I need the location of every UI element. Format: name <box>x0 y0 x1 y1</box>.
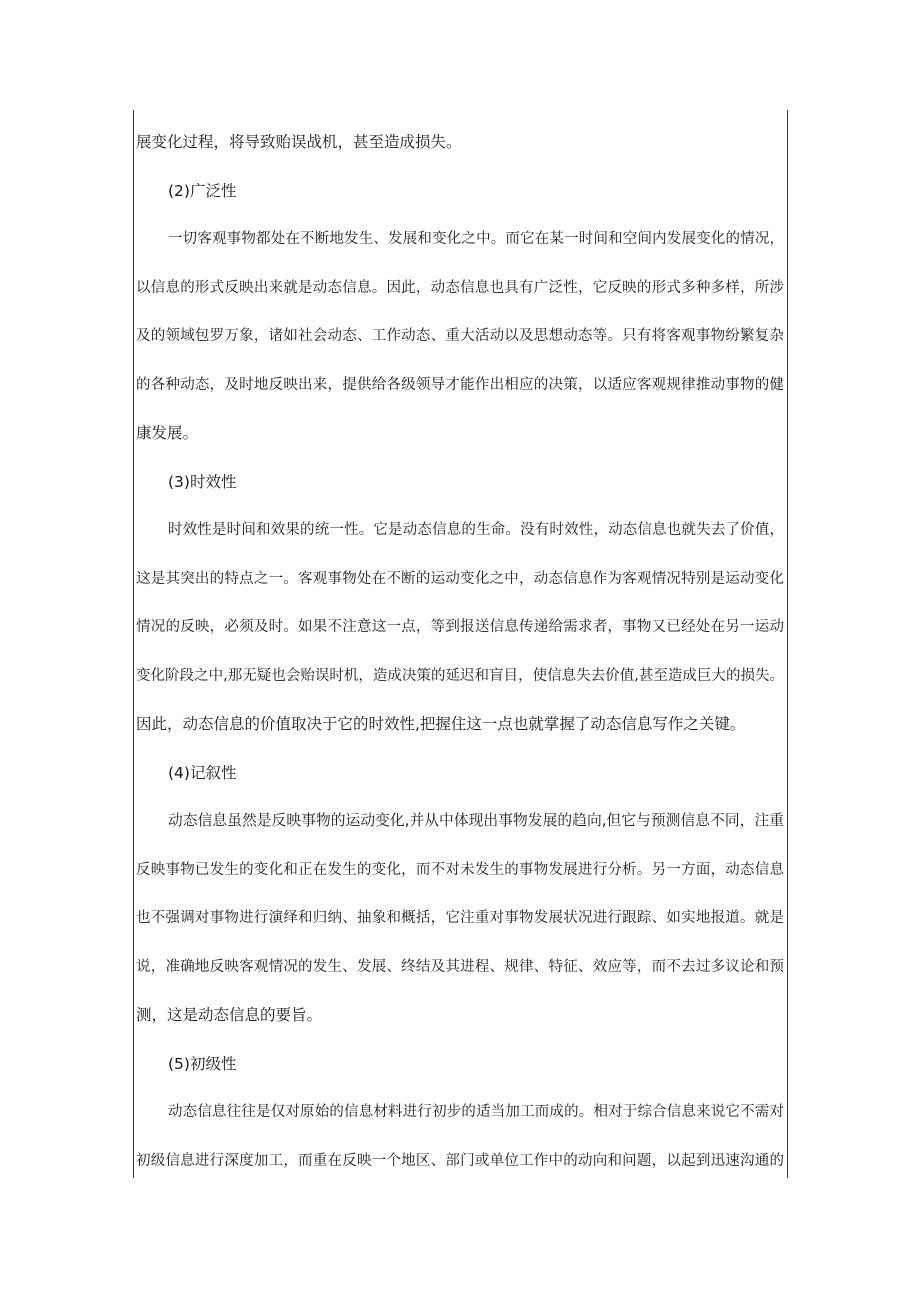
section-heading-timeliness: (3)时效性 <box>168 472 237 491</box>
text-line: 动态信息虽然是反映事物的运动变化,并从中体现出事物发展的趋向,但它与预测信息不同，注重 <box>168 812 784 829</box>
text-line: 时效性是时间和效果的统一性。它是动态信息的生命。没有时效性，动态信息也就失去了价值， <box>168 522 784 538</box>
text-line: 情况的反映，必须及时。如果不注意这一点，等到报送信息传递给需求者，事物又已经处在另一运动 <box>136 619 784 635</box>
section-heading-narrative: (4)记叙性 <box>168 763 237 782</box>
text-line: 及的领域包罗万象，诸如社会动态、工作动态、重大活动以及思想动态等。只有将客观事物纷繁复杂 <box>136 328 784 344</box>
right-border-line <box>787 110 788 1178</box>
text-line: 因此，动态信息的价值取决于它的时效性,把握住这一点也就掌握了动态信息写作之关键。 <box>136 715 746 733</box>
left-border-line <box>133 110 134 1178</box>
text-line: 的各种动态，及时地反映出来，提供给各级领导才能作出相应的决策，以适应客观规律推动事物的健 <box>136 376 784 393</box>
text-line: 初级信息进行深度加工，而重在反映一个地区、部门或单位工作中的动向和问题，以起到迅速沟通的 <box>136 1152 784 1169</box>
document-body <box>136 124 784 1179</box>
text-line: 测，这是动态信息的要旨。 <box>136 1006 323 1024</box>
text-line: 一切客观事物都处在不断地发生、发展和变化之中。而它在某一时间和空间内发展变化的情况， <box>168 231 784 247</box>
text-line: 这是其突出的特点之一。客观事物处在不断的运动变化之中，动态信息作为客观情况特别是运动变化 <box>136 570 784 587</box>
text-line: 反映事物已发生的变化和正在发生的变化，而不对未发生的事物发展进行分析。另一方面，动态信息 <box>136 861 784 878</box>
text-line: 动态信息往往是仅对原始的信息材料进行初步的适当加工而成的。相对于综合信息来说它不需对 <box>168 1104 784 1120</box>
text-line: 说，准确地反映客观情况的发生、发展、终结及其进程、规律、特征、效应等，而不去过多议论和预 <box>136 958 784 975</box>
text-line: 康发展。 <box>136 424 199 442</box>
text-line: 变化阶段之中,那无疑也会贻误时机，造成决策的延迟和盲目，使信息失去价值,甚至造成巨大的损失。 <box>136 667 784 684</box>
text-line: 也不强调对事物进行演绎和归纳、抽象和概括，它注重对事物发展状况进行跟踪、如实地报道。就是 <box>136 910 784 926</box>
text-line: 展变化过程，将导致贻误战机，甚至造成损失。 <box>136 133 462 151</box>
text-line: 以信息的形式反映出来就是动态信息。因此，动态信息也具有广泛性，它反映的形式多种多样，所涉 <box>136 279 784 296</box>
section-heading-primary: (5)初级性 <box>168 1054 237 1073</box>
section-heading-breadth: (2)广泛性 <box>168 181 237 200</box>
